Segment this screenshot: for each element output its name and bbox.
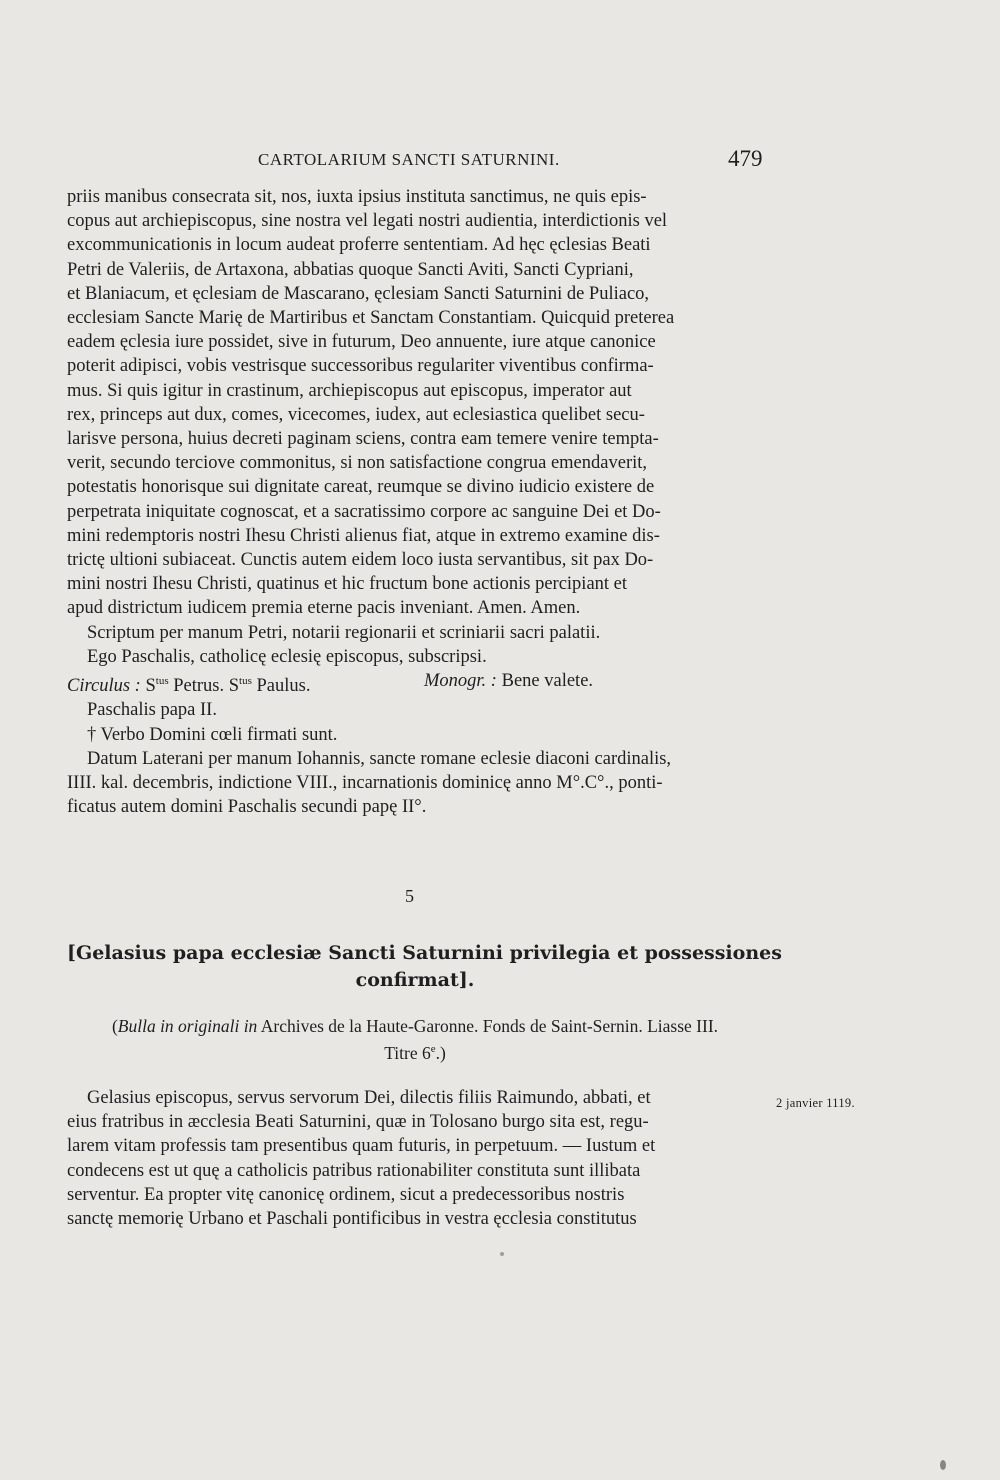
source-titre-sup: e	[430, 1042, 436, 1055]
text-line: copus aut archiepiscopus, sine nostra vel legati nostri audientia, interdictionis vel	[67, 211, 668, 232]
text-line: trictę ultioni subiaceat. Cunctis autem eidem loco iusta servantibus, sit pax Do-	[67, 550, 654, 571]
ink-speck	[940, 1460, 946, 1470]
circulus-s1: S	[145, 676, 156, 697]
source-italic: Bulla in originali in	[117, 1016, 258, 1036]
margin-date: 2 janvier 1119.	[776, 1096, 855, 1110]
monogram-text: Bene valete.	[496, 671, 594, 692]
document-title	[67, 940, 782, 994]
document-number: 5	[405, 886, 414, 906]
circulus-left	[67, 669, 424, 698]
circulus-sup1: tus	[155, 675, 169, 688]
source-line-1	[67, 1015, 763, 1038]
source-line-2	[67, 1038, 763, 1064]
text-line: rex, princeps aut dux, comes, vicecomes, iudex, aut eclesiastica quelibet secu-	[67, 404, 645, 425]
text-line: condecens est ut quę a catholicis patribus rationabiliter constituta sunt illibata	[67, 1160, 641, 1181]
ink-speck	[500, 1252, 504, 1256]
datum-line: ficatus autem domini Paschalis secundi papę II°.	[67, 797, 427, 818]
source-close: .)	[435, 1042, 446, 1063]
text-line: priis manibus consecrata sit, nos, iuxta ipsius instituta sanctimus, ne quis epis-	[67, 187, 647, 207]
text-line: poterit adipisci, vobis vestrisque successoribus regulariter viventibus confirma-	[67, 356, 654, 377]
circulus-row	[67, 669, 763, 698]
source-note	[67, 1015, 763, 1064]
title-line-2: confirmat].	[355, 969, 475, 991]
ego-line: Ego Paschalis, catholicę eclesię episcopus, subscripsi.	[87, 646, 487, 667]
verbo-line: † Verbo Domini cœli firmati sunt.	[87, 724, 338, 745]
text-line: et Blaniacum, et ęclesiam de Mascarano, ęclesiam Sancti Saturnini de Puliaco,	[67, 283, 650, 304]
text-line: mini redemptoris nostri Ihesu Christi alienus fiat, atque in extremo examine dis-	[67, 525, 660, 546]
monogram-entry	[424, 669, 593, 698]
circulus-sup2: tus	[239, 675, 252, 688]
title-line-1: [Gelasius papa ecclesiæ Sancti Saturnini privilegia et possessiones	[67, 942, 782, 964]
source-titre: Titre 6	[384, 1042, 431, 1063]
text-line: larisve persona, huius decreti paginam sciens, contra eam temere venire tempta-	[67, 429, 659, 450]
text-line: ecclesiam Sancte Marię de Martiribus et Sanctam Constantiam. Quicquid preterea	[67, 308, 675, 329]
source-text: Archives de la Haute-Garonne. Fonds de Saint-Sernin. Liasse III.	[257, 1016, 719, 1036]
text-line: sanctę memorię Urbano et Paschali pontificibus in vestra ęcclesia constitutus	[67, 1209, 637, 1230]
circulus-name1: Petrus.	[168, 676, 229, 697]
text-line: mus. Si quis igitur in crastinum, archiepiscopus aut episcopus, imperator aut	[67, 380, 632, 401]
text-line: perpetrata iniquitate cognoscat, et a sacratissimo corpore ac sanguine Dei et Do-	[67, 501, 661, 522]
bull-text	[67, 1086, 763, 1231]
text-line: eadem ęclesia iure possidet, sive in futurum, Deo annuente, iure atque canonice	[67, 332, 656, 353]
paschalis-line: Paschalis papa II.	[87, 700, 217, 721]
circulus-name2: Paulus.	[251, 676, 311, 697]
charter-text	[67, 185, 763, 819]
circulus-s2: S	[228, 676, 240, 697]
monogram-label: Monogr. :	[424, 671, 497, 692]
source-open: (	[111, 1016, 118, 1036]
text-line: eius fratribus in æcclesia Beati Saturnini, quæ in Tolosano burgo sita est, regu-	[67, 1112, 649, 1133]
text-line: potestatis honorisque sui dignitate careat, reumque se divino iudicio existere de	[67, 477, 655, 498]
datum-line: Datum Laterani per manum Iohannis, sancte romane eclesie diaconi cardinalis,	[87, 748, 672, 769]
text-line: apud districtum iudicem premia eterne pacis inveniant. Amen. Amen.	[67, 598, 581, 619]
text-line: verit, secundo terciove commonitus, si non satisfactione congrua emendaverit,	[67, 453, 648, 474]
circulus-label: Circulus :	[67, 676, 141, 697]
text-line: Gelasius episcopus, servus servorum Dei, dilectis filiis Raimundo, abbati, et	[87, 1088, 651, 1108]
text-line: serventur. Ea propter vitę canonicę ordinem, sicut a predecessoribus nostris	[67, 1184, 625, 1205]
scriptum-line: Scriptum per manum Petri, notarii regionarii et scriniarii sacri palatii.	[87, 622, 601, 643]
datum-line: IIII. kal. decembris, indictione VIII., incarnationis dominicę anno M°.C°., ponti-	[67, 773, 663, 794]
running-head: CARTOLARIUM SANCTI SATURNINI.	[258, 150, 560, 169]
text-line: Petri de Valeriis, de Artaxona, abbatias quoque Sancti Aviti, Sancti Cypriani,	[67, 259, 634, 280]
text-line: larem vitam professis tam presentibus quam futuris, in perpetuum. — Iustum et	[67, 1136, 656, 1157]
text-line: excommunicationis in locum audeat proferre sententiam. Ad hęc ęclesias Beati	[67, 235, 651, 256]
page-number: 479	[728, 146, 763, 171]
text-line: mini nostri Ihesu Christi, quatinus et hic fructum bone actionis percipiant et	[67, 574, 628, 595]
